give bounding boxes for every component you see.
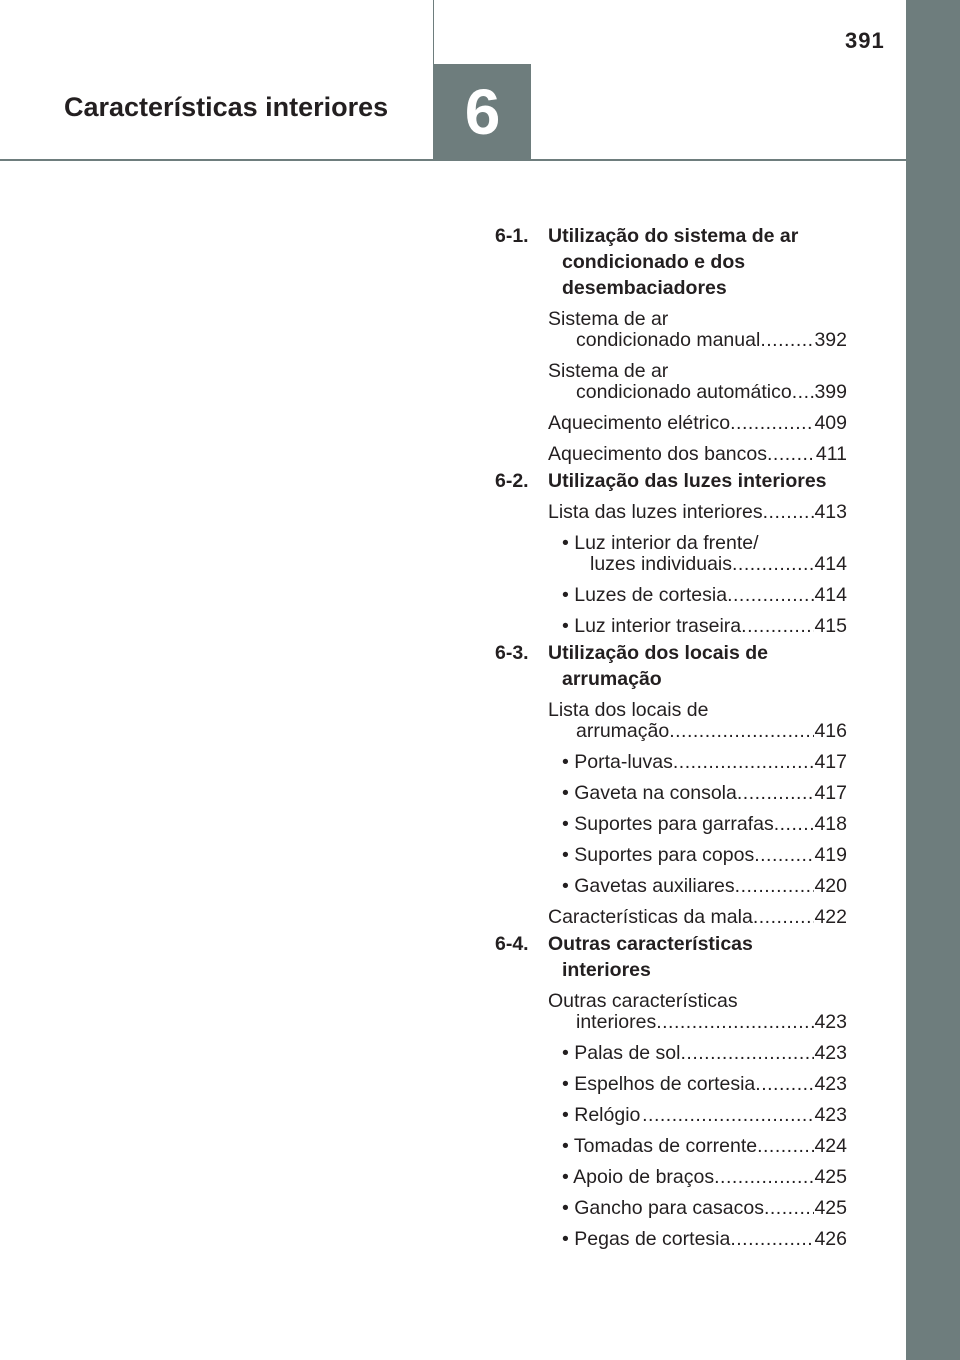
toc-leader-dots [730,410,814,436]
toc-leader-dots [741,613,814,639]
toc-entry-text: • Luz interior traseira [562,615,742,637]
toc-leader-dots [763,499,815,525]
toc-entry[interactable] [562,551,847,577]
toc-page-number: 425 [814,1166,847,1188]
toc-entry[interactable] [548,327,847,353]
page-number: 391 [845,28,885,53]
toc-leader-dots [727,582,814,608]
toc-leader-dots [680,1040,814,1066]
toc-entry-text: Sistema de ar [548,308,669,330]
toc-entry[interactable] [562,1195,847,1221]
toc-section-title: Utilização do sistema de ar condicionado e dos desembaciadores [548,225,799,299]
toc-page-number: 414 [814,584,847,606]
toc-entry-text: • Palas de sol [562,1042,681,1064]
toc-page-number: 392 [814,329,847,351]
toc-entry[interactable] [562,1102,847,1128]
toc-entry[interactable] [562,1040,847,1066]
toc-page-number: 423 [814,1073,847,1095]
toc-section-title: Outras características interiores [548,933,753,981]
toc-entry[interactable] [548,718,847,744]
toc-entry[interactable] [562,1226,847,1252]
toc-entry-text: • Suportes para copos [562,844,755,866]
toc-entry-text: • Gaveta na consola [562,782,737,804]
toc-section-title: Utilização dos locais de arrumação [548,642,768,690]
toc-leader-dots [642,1102,814,1128]
toc-entry[interactable] [548,1009,847,1035]
toc-page-number: 413 [814,501,847,523]
toc-leader-dots [735,873,815,899]
chapter-number-tab: 6 [434,64,531,160]
toc-page-number: 418 [814,813,847,835]
toc-leader-dots [757,1133,814,1159]
toc-entry[interactable] [562,873,847,899]
toc-entry-text: • Apoio de braços [562,1166,715,1188]
toc-page-number: 424 [814,1135,847,1157]
toc-entry-text: • Espelhos de cortesia [562,1073,756,1095]
toc-entry[interactable] [562,1164,847,1190]
toc-page-number: 425 [814,1197,847,1219]
toc-section-heading[interactable] [495,931,847,983]
toc-entry-text: arrumação [576,720,670,742]
toc-section-number: 6-2. [495,470,529,492]
toc-entry-text: • Relógio [562,1104,641,1126]
toc-page-number: 422 [814,906,847,928]
toc-entry-text: • Luz interior da frente/ [562,532,759,554]
toc-entry[interactable] [548,499,847,525]
toc-section-heading[interactable] [495,223,847,301]
toc-entry[interactable] [548,904,847,930]
toc-page-number: 417 [814,751,847,773]
toc-entry-text: condicionado manual [576,329,761,351]
toc-leader-dots [673,749,815,775]
toc-page-number: 426 [814,1228,847,1250]
toc-entry[interactable] [548,379,847,405]
toc-entry[interactable] [562,811,847,837]
toc-leader-dots [792,379,815,405]
toc-page-number: 416 [814,720,847,742]
toc-entry-text: • Gancho para casacos [562,1197,764,1219]
toc-entry-text: • Pegas de cortesia [562,1228,731,1250]
toc-page-number: 415 [814,615,847,637]
toc-leader-dots [669,718,814,744]
toc-leader-dots [732,551,814,577]
toc-section-title: Utilização das luzes interiores [548,470,827,492]
toc-entry-text: Características da mala [548,906,753,928]
toc-entry-text: • Porta-luvas [562,751,673,773]
right-edge-tab [906,0,960,1360]
toc-entry-text: Outras características [548,990,738,1012]
toc-entry[interactable] [562,842,847,868]
toc-page-number: 409 [814,412,847,434]
toc-entry[interactable] [562,613,847,639]
toc-section-number: 6-3. [495,642,529,664]
toc-section-heading[interactable] [495,640,847,692]
toc-section-heading[interactable] [495,468,847,494]
toc-section-number: 6-4. [495,933,529,955]
toc-entry[interactable] [562,749,847,775]
toc-leader-dots [767,441,816,467]
table-of-contents [495,222,847,1252]
toc-entry-text: • Tomadas de corrente [562,1135,758,1157]
toc-leader-dots [714,1164,814,1190]
toc-entry[interactable] [562,1071,847,1097]
toc-entry-text: Aquecimento dos bancos [548,443,767,465]
toc-entry-text: • Luzes de cortesia [562,584,728,606]
toc-entry-text: • Suportes para garrafas [562,813,774,835]
toc-leader-dots [760,327,814,353]
toc-entry-text: interiores [576,1011,657,1033]
toc-page-number: 423 [814,1042,847,1064]
toc-entry-text: Lista das luzes interiores [548,501,763,523]
toc-entry-text: condicionado automático [576,381,792,403]
toc-page-number: 399 [814,381,847,403]
toc-leader-dots [754,842,814,868]
toc-entry[interactable] [562,1133,847,1159]
toc-leader-dots [774,811,815,837]
toc-leader-dots [753,904,815,930]
toc-page-number: 423 [814,1104,847,1126]
toc-page-number: 417 [814,782,847,804]
toc-leader-dots [730,1226,814,1252]
toc-leader-dots [737,780,815,806]
toc-entry-text: Sistema de ar [548,360,669,382]
toc-entry[interactable] [548,410,847,436]
toc-entry-text: Aquecimento elétrico [548,412,731,434]
toc-entry[interactable] [562,780,847,806]
toc-entry-text: • Gavetas auxiliares [562,875,735,897]
toc-page-number: 420 [814,875,847,897]
toc-entry[interactable] [548,441,847,467]
toc-leader-dots [764,1195,815,1221]
toc-page-number: 414 [814,553,847,575]
toc-page-number: 411 [815,443,847,465]
toc-page-number: 423 [814,1011,847,1033]
toc-section-number: 6-1. [495,225,529,247]
toc-page-number: 419 [814,844,847,866]
section-title: Características interiores [64,92,389,122]
toc-entry[interactable] [562,582,847,608]
toc-leader-dots [755,1071,814,1097]
toc-entry-text: Lista dos locais de [548,699,709,721]
toc-entry-text: luzes individuais [590,553,732,575]
toc-leader-dots [656,1009,814,1035]
